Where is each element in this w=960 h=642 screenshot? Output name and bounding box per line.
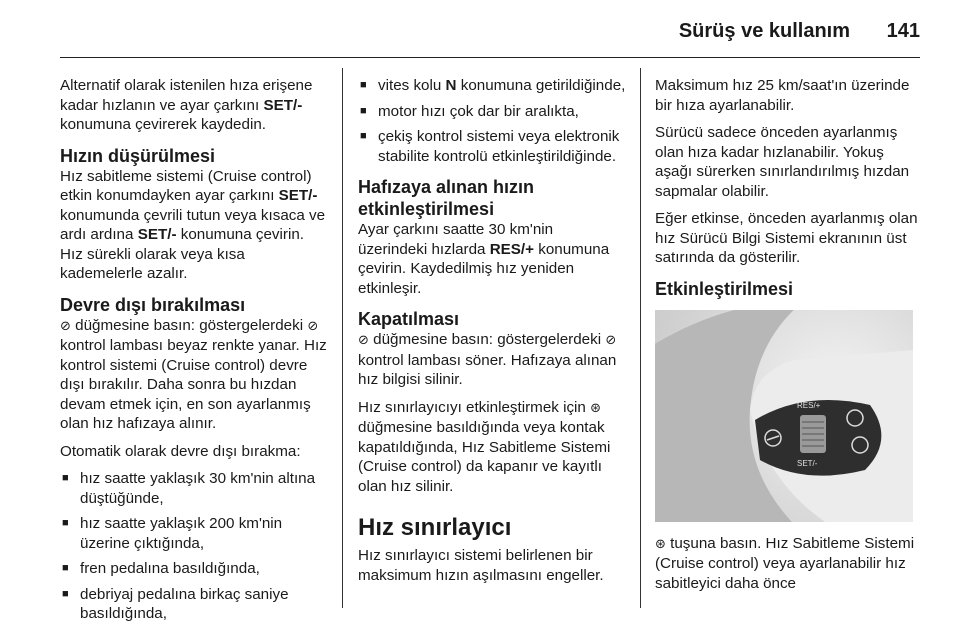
cruise-control-icon: ⊘ xyxy=(358,333,369,348)
list-item: ■ hız saatte yaklaşık 30 km'nin altına düştüğünde, xyxy=(60,469,328,508)
header-divider xyxy=(60,57,920,58)
section-title: Sürüş ve kullanım xyxy=(678,20,850,42)
list-item: ■ fren pedalına basıldığında, xyxy=(60,559,328,579)
cruise-control-icon: ⊘ xyxy=(60,318,71,334)
speed-limiter-icon: ⊛ xyxy=(655,536,666,552)
column-divider-2 xyxy=(640,68,641,608)
column-2 xyxy=(358,76,626,593)
heading-speed-limiter: Hız sınırlayıcı xyxy=(358,514,512,541)
auto-deactivate-list xyxy=(60,469,328,624)
limiter-intro-paragraph: Hız sınırlayıcı sistemi belirlenen bir maksimum hızın aşılmasını engeller. xyxy=(358,547,604,584)
heading-switch-off: Kapatılması xyxy=(358,309,460,329)
heading-resume: Hafızaya alınan hızın etkinleştirilmesi xyxy=(358,177,535,219)
auto-deactivate-list-continued xyxy=(358,76,626,166)
speed-limiter-icon: ⊛ xyxy=(590,400,601,416)
list-item: ■ debriyaj pedalına birkaç saniye basıldığında, xyxy=(60,585,328,624)
driver-paragraph: Sürücü sadece önceden ayarlanmış olan hıza kadar hızlanabilir. Yokuş aşağı sürerken sınırlandırılmış hızdan sapmalar olabilir. xyxy=(655,124,910,200)
max-speed-paragraph: Maksimum hız 25 km/saat'ın üzerinde bir hıza ayarlanabilir. xyxy=(655,77,910,114)
reduce-paragraph: Hız sabitleme sistemi (Cruise control) etkin konumdayken ayar çarkını SET/- konumunda çevrili tutun veya kısaca ve ardı ardına SET/- konumuna çevirin. Hız sürekli olarak veya kısa kademelerle azalır. xyxy=(60,167,326,282)
res-label: RES/+ xyxy=(797,400,821,410)
intro-paragraph: Alternatif olarak istenilen hıza erişene kadar hızlanın ve ayar çarkını SET/- konumuna çevirerek kaydedin. xyxy=(60,77,313,133)
cruise-control-icon: ⊘ xyxy=(605,333,617,348)
cruise-control-icon: ⊘ xyxy=(307,318,319,334)
list-item: ■ hız saatte yaklaşık 200 km'nin üzerine çıktığında, xyxy=(60,514,328,553)
auto-deactivate-label: Otomatik olarak devre dışı bırakma: xyxy=(60,442,301,460)
list-item: ■ motor hızı çok dar bir aralıkta, xyxy=(358,102,626,122)
steering-wheel-illustration xyxy=(655,310,913,522)
heading-activation: Etkinleştirilmesi xyxy=(655,278,794,299)
page-header xyxy=(0,0,960,60)
steering-wheel-svg xyxy=(655,310,913,522)
list-item: ■ çekiş kontrol sistemi veya elektronik stabilite kontrolü etkinleştirildiğinde. xyxy=(358,127,626,166)
column-divider-1 xyxy=(342,68,343,608)
page-number: 141 xyxy=(886,20,920,42)
deactivate-paragraph: ⊘ düğmesine basın: göstergelerdeki ⊘ kontrol lambası beyaz renkte yanar. Hız kontrol sistemi (Cruise control) devre dışı bırakılır. Daha sonra bu hızdan devam etmek için, en son ayarlanmış olan hız hafızaya alınır. xyxy=(60,316,327,432)
heading-reduce-speed: Hızın düşürülmesi xyxy=(60,145,216,166)
resume-paragraph: Ayar çarkını saatte 30 km'nin üzerindeki hızlarda RES/+ konumuna çevirin. Kaydedilmiş hız yeniden etkinleşir. xyxy=(358,221,610,297)
limiter-note-paragraph: Hız sınırlayıcıyı etkinleştirmek için ⊛ düğmesine basıldığında veya kontak kapatıldığında, Hız Sabitleme Sistemi (Cruise control) da kapanır ve kayıtlı olan hız silinir. xyxy=(358,398,611,495)
set-label: SET/- xyxy=(797,458,818,468)
display-paragraph: Eğer etkinse, önceden ayarlanmış olan hız Sürücü Bilgi Sistemi ekranının üst satırında da gösterilir. xyxy=(655,210,918,266)
activation-paragraph: ⊛ tuşuna basın. Hız Sabitleme Sistemi (Cruise control) veya ayarlanabilir hız sabitleyici daha önce xyxy=(655,534,915,592)
switch-off-paragraph: ⊘ düğmesine basın: göstergelerdeki ⊘ kontrol lambası söner. Hafızaya alınan hız bilgisi silinir. xyxy=(358,331,617,388)
column-1 xyxy=(60,76,328,630)
column-3 xyxy=(655,76,923,601)
list-item: ■ vites kolu N konumuna getirildiğinde, xyxy=(358,76,626,96)
heading-deactivation: Devre dışı bırakılması xyxy=(60,294,246,315)
